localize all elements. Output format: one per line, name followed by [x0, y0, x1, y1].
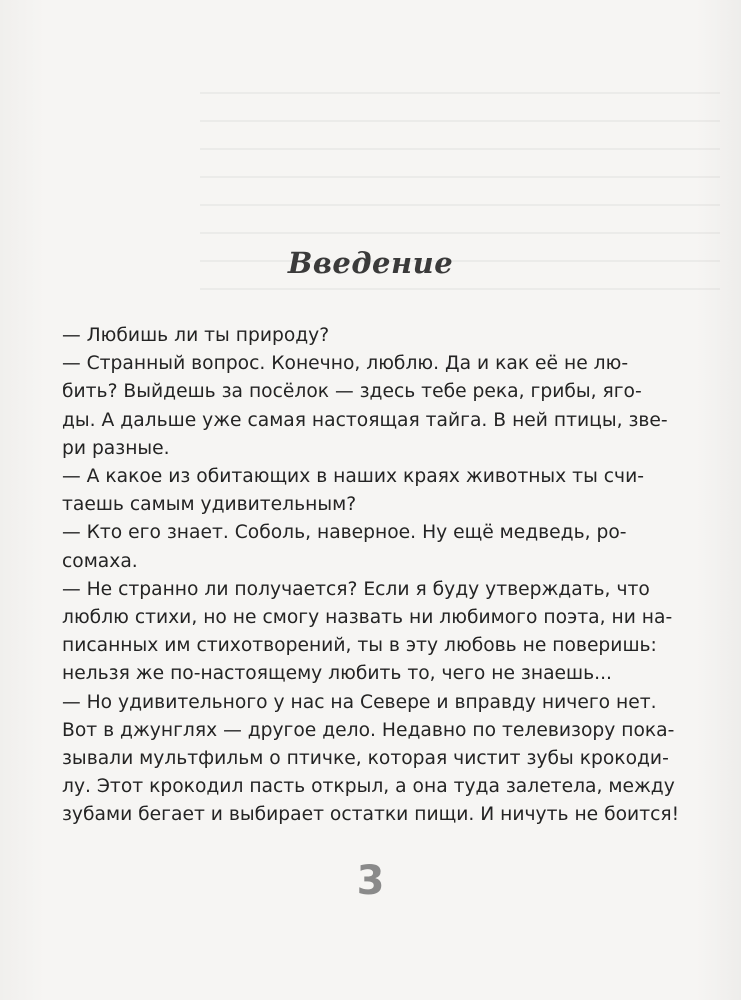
text-line: ри разные. [62, 437, 170, 459]
text-line: зубами бегает и выбирает остатки пищи. И ничуть не боится! [62, 804, 680, 826]
text-line: — Но удивительного у нас на Севере и вправду ничего нет. [62, 691, 657, 713]
text-line: нельзя же по-настоящему любить то, чего не знаешь... [62, 663, 612, 685]
body-text [62, 322, 680, 830]
text-line: Вот в джунглях — другое дело. Недавно по телевизору пока- [62, 719, 675, 741]
text-line: — Любишь ли ты природу? [62, 325, 330, 346]
text-line: таешь самым удивительным? [62, 494, 357, 516]
page-number: 3 [356, 858, 385, 904]
text-line: зывали мультфильм о птичке, которая чистит зубы крокоди- [62, 748, 669, 770]
text-line: — Кто его знает. Соболь, наверное. Ну ещё медведь, ро- [62, 522, 627, 544]
chapter-heading: Введение [287, 246, 454, 280]
text-line: ды. А дальше уже самая настоящая тайга. В ней птицы, зве- [62, 409, 668, 431]
text-line: бить? Выйдешь за посёлок — здесь тебе река, грибы, яго- [62, 381, 642, 403]
text-line: — Не странно ли получается? Если я буду утверждать, что [62, 578, 650, 600]
text-line: лу. Этот крокодил пасть открыл, а она туда залетела, между [62, 776, 675, 798]
text-line: — А какое из обитающих в наших краях животных ты счи- [62, 466, 644, 488]
reverse-side-show-through [200, 92, 720, 332]
text-line: писанных им стихотворений, ты в эту любовь не поверишь: [62, 635, 657, 657]
text-line: сомаха. [62, 550, 138, 572]
text-line: — Странный вопрос. Конечно, люблю. Да и как её не лю- [62, 353, 629, 375]
text-line: люблю стихи, но не смогу назвать ни любимого поэта, ни на- [62, 607, 673, 629]
